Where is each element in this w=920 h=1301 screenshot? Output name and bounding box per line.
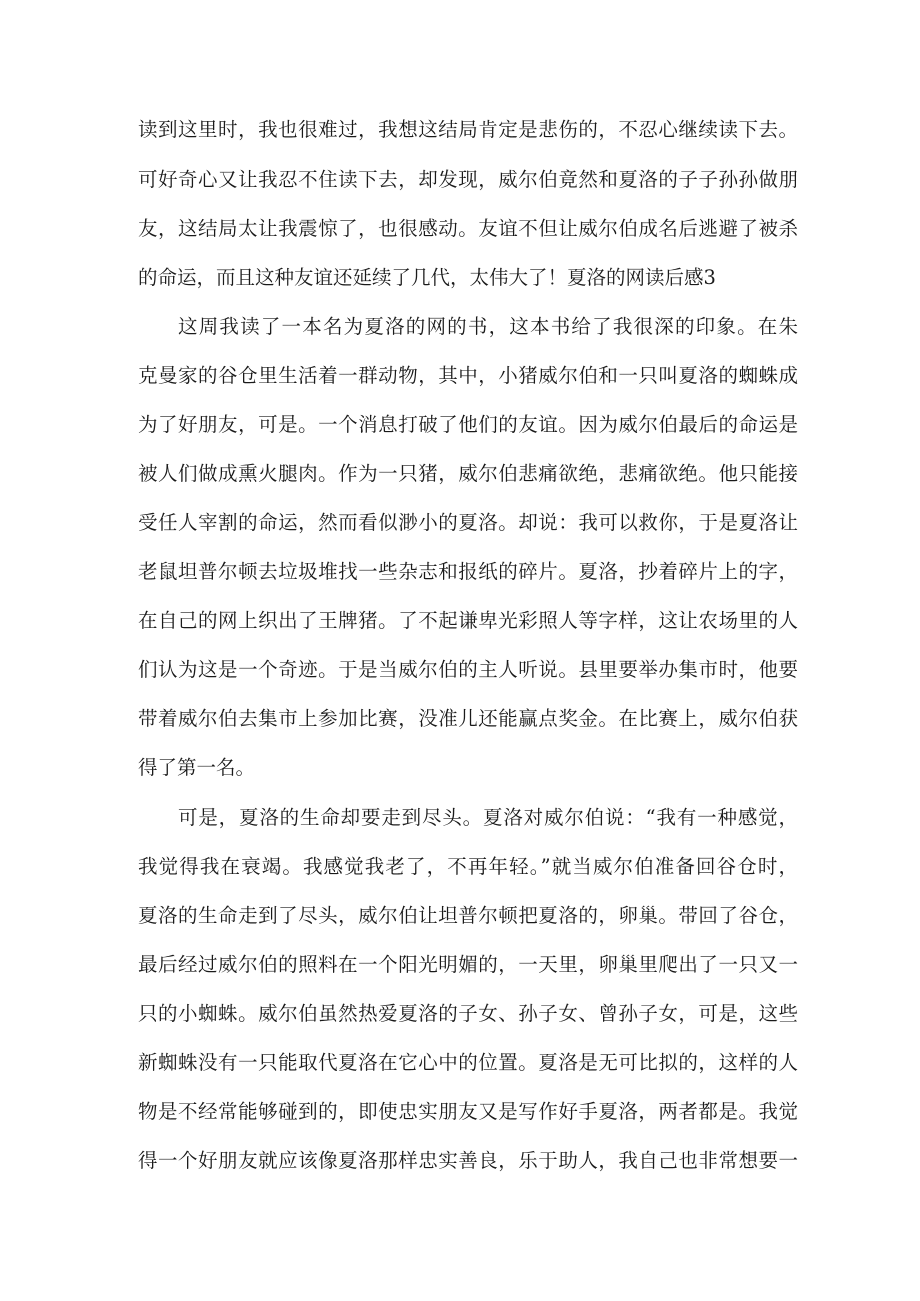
text-line: 克曼家的谷仓里生活着一群动物，其中，小猪威尔伯和一只叫夏洛的蜘蛛成 [138, 364, 798, 387]
text-line: 物是不经常能够碰到的，即使忠实朋友又是写作好手夏洛，两者都是。我觉 [138, 1100, 798, 1123]
text-line: 新蜘蛛没有一只能取代夏洛在它心中的位置。夏洛是无可比拟的，这样的人 [138, 1051, 798, 1074]
text-line: 可好奇心又让我忍不住读下去，却发现，威尔伯竟然和夏洛的子子孙孙做朋 [138, 168, 798, 191]
text-line: 带着威尔伯去集市上参加比赛，没准儿还能赢点奖金。在比赛上，威尔伯获 [138, 707, 798, 730]
text-line: 得一个好朋友就应该像夏洛那样忠实善良，乐于助人，我自己也非常想要一 [138, 1149, 798, 1172]
text-line: 受任人宰割的命运，然而看似渺小的夏洛。却说：我可以救你，于是夏洛让 [138, 511, 798, 534]
text-line: 只的小蜘蛛。威尔伯虽然热爱夏洛的子女、孙子女、曾孙子女，可是，这些 [138, 1002, 798, 1025]
text-line: 被人们做成熏火腿肉。作为一只猪，威尔伯悲痛欲绝，悲痛欲绝。他只能接 [138, 462, 798, 485]
text-line: 读到这里时，我也很难过，我想这结局肯定是悲伤的，不忍心继续读下去。 [138, 118, 798, 141]
text-line: 们认为这是一个奇迹。于是当威尔伯的主人听说。县里要举办集市时，他要 [138, 658, 798, 681]
text-line: 的命运，而且这种友谊还延续了几代，太伟大了！夏洛的网读后感3 [138, 266, 716, 289]
text-line: 这周我读了一本名为夏洛的网的书，这本书给了我很深的印象。在朱 [178, 315, 798, 338]
text-line: 得了第一名。 [138, 756, 256, 779]
text-line: 在自己的网上织出了王牌猪。了不起谦卑光彩照人等字样，这让农场里的人 [138, 609, 798, 632]
text-line: 为了好朋友，可是。一个消息打破了他们的友谊。因为威尔伯最后的命运是 [138, 413, 798, 436]
text-line: 我觉得我在衰竭。我感觉我老了，不再年轻。”就当威尔伯准备回谷仓时， [138, 855, 798, 878]
text-line: 老鼠坦普尔顿去垃圾堆找一些杂志和报纸的碎片。夏洛，抄着碎片上的字， [138, 560, 798, 583]
text-line: 可是，夏洛的生命却要走到尽头。夏洛对威尔伯说：“我有一种感觉， [178, 806, 798, 829]
text-line: 最后经过威尔伯的照料在一个阳光明媚的，一天里，卵巢里爬出了一只又一 [138, 953, 798, 976]
text-line: 友，这结局太让我震惊了，也很感动。友谊不但让威尔伯成名后逃避了被杀 [138, 217, 798, 240]
text-line: 夏洛的生命走到了尽头，威尔伯让坦普尔顿把夏洛的，卵巢。带回了谷仓， [138, 904, 798, 927]
